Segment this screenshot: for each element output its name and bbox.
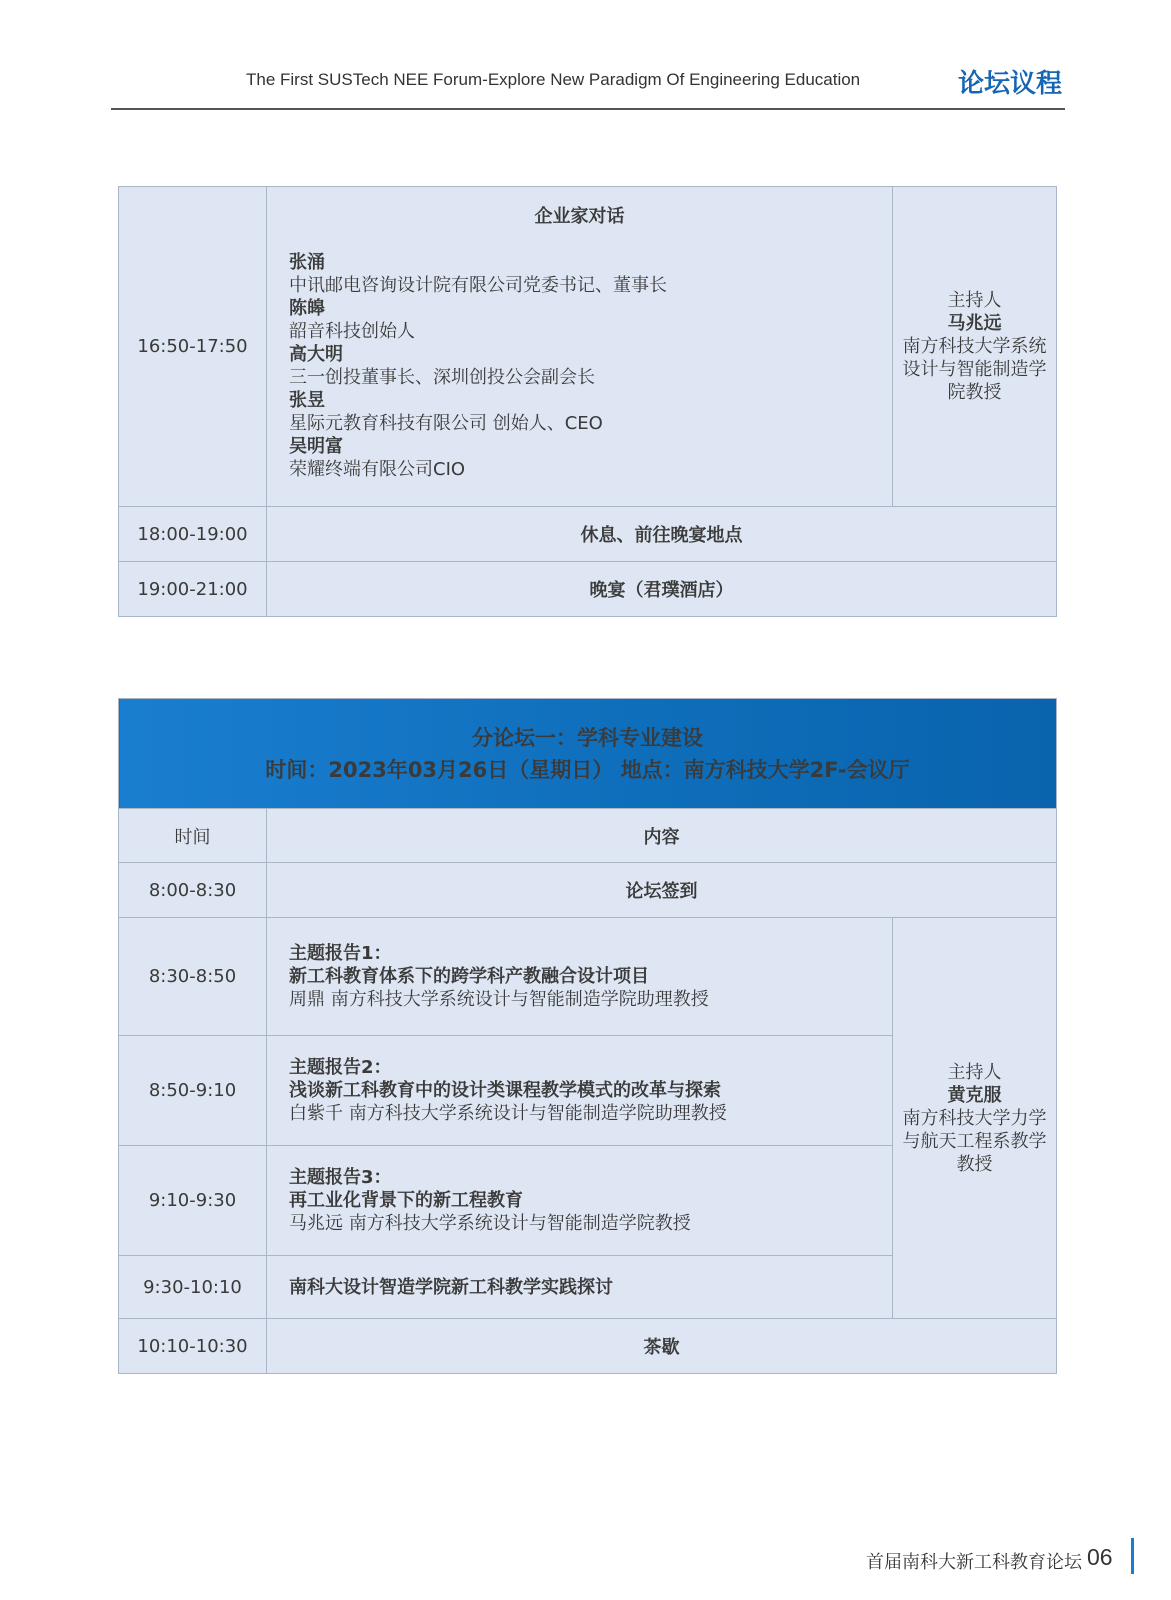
forum-info: 时间：2023年03月26日（星期日） 地点：南方科技大学2F-会议厅 — [265, 757, 910, 782]
table-row — [119, 863, 1057, 918]
speaker-title: 三一创投董事长、深圳创投公会副会长 — [289, 367, 595, 388]
talk-speaker: 周鼎 南方科技大学系统设计与智能制造学院助理教授 — [289, 989, 709, 1010]
time-cell: 8:30-8:50 — [119, 918, 267, 1036]
talk-speaker: 马兆远 南方科技大学系统设计与智能制造学院教授 — [289, 1213, 691, 1234]
talk-cell — [267, 1146, 893, 1256]
dialogue-title: 企业家对话 — [534, 206, 625, 227]
host-title: 南方科技大学力学与航天工程系教学教授 — [902, 1107, 1047, 1175]
column-header-row — [119, 809, 1057, 863]
content-cell: 茶歇 — [267, 1319, 1057, 1374]
time-cell: 9:10-9:30 — [119, 1146, 267, 1256]
talk-cell — [267, 1036, 893, 1146]
speaker-name: 张昱 — [289, 390, 325, 411]
header-divider — [111, 108, 1065, 110]
page-number: 06 — [1087, 1544, 1113, 1570]
time-cell: 9:30-10:10 — [119, 1256, 267, 1319]
table-row — [119, 507, 1057, 562]
talk-label: 主题报告1： — [289, 943, 392, 964]
table-row — [119, 187, 1057, 507]
forum-header — [119, 699, 1057, 809]
footer-accent-bar — [1131, 1538, 1134, 1574]
time-cell: 8:00-8:30 — [119, 863, 267, 918]
time-cell: 18:00-19:00 — [119, 507, 267, 562]
talk-topic: 新工科教育体系下的跨学科产教融合设计项目 — [289, 966, 649, 987]
content-cell: 南科大设计智造学院新工科教学实践探讨 — [267, 1256, 893, 1319]
header-title: 论坛议程 — [958, 69, 1063, 99]
talk-label: 主题报告3： — [289, 1167, 392, 1188]
host-name: 马兆远 — [947, 313, 1002, 334]
talk-speaker: 白紫千 南方科技大学系统设计与智能制造学院助理教授 — [289, 1103, 727, 1124]
host-label: 主持人 — [947, 1061, 1002, 1083]
schedule-table-2 — [118, 698, 1057, 1374]
table-row — [119, 918, 1057, 1036]
header-subtitle: The First SUSTech NEE Forum-Explore New Paradigm Of Engineering Education — [246, 70, 861, 89]
speaker-name: 高大明 — [289, 344, 343, 365]
speaker-title: 荣耀终端有限公司CIO — [289, 459, 466, 480]
speaker-name: 吴明富 — [289, 436, 343, 457]
column-header-time: 时间 — [119, 809, 267, 863]
content-cell: 晚宴（君璞酒店） — [267, 562, 1057, 617]
schedule-table-1 — [118, 186, 1057, 617]
content-cell: 休息、前往晚宴地点 — [267, 507, 1057, 562]
host-cell — [893, 187, 1057, 507]
talk-topic: 浅谈新工科教育中的设计类课程教学模式的改革与探索 — [289, 1080, 721, 1101]
time-cell: 19:00-21:00 — [119, 562, 267, 617]
speaker-title: 中讯邮电咨询设计院有限公司党委书记、董事长 — [289, 275, 667, 296]
host-name: 黄克服 — [947, 1084, 1002, 1106]
table-row — [119, 562, 1057, 617]
footer-title: 首届南科大新工科教育论坛 — [866, 1552, 1082, 1573]
talk-label: 主题报告2： — [289, 1057, 392, 1078]
talk-topic: 再工业化背景下的新工程教育 — [289, 1190, 523, 1211]
forum-title: 分论坛一：学科专业建设 — [472, 725, 703, 750]
host-cell — [892, 918, 1056, 1319]
speaker-title: 韶音科技创始人 — [289, 321, 415, 342]
host-label: 主持人 — [947, 290, 1002, 311]
host-title: 南方科技大学系统设计与智能制造学院教授 — [902, 336, 1047, 403]
column-header-content: 内容 — [267, 809, 1057, 863]
time-cell: 16:50-17:50 — [119, 187, 267, 507]
table-row — [119, 1319, 1057, 1374]
talk-cell — [267, 918, 893, 1036]
speaker-title: 星际元教育科技有限公司 创始人、CEO — [289, 413, 603, 434]
forum-header-row — [119, 699, 1057, 809]
dialogue-cell — [267, 187, 893, 507]
time-cell: 10:10-10:30 — [119, 1319, 267, 1374]
time-cell: 8:50-9:10 — [119, 1036, 267, 1146]
speaker-name: 陈皞 — [289, 298, 325, 319]
content-cell: 论坛签到 — [267, 863, 1057, 918]
speaker-name: 张涌 — [289, 252, 325, 273]
